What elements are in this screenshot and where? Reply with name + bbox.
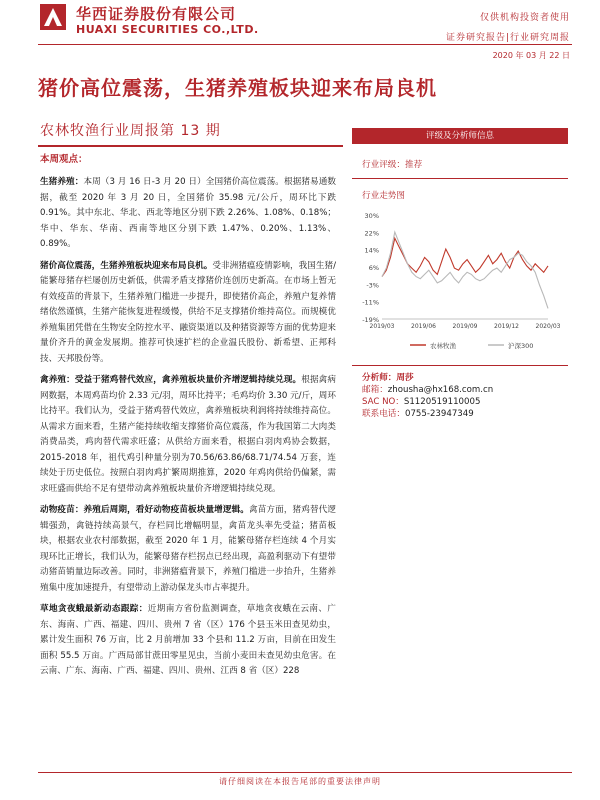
paragraph-lead: 猪价高位震荡，生猪养殖板块迎来布局良机。: [40, 260, 213, 271]
panel-heading: 评级及分析师信息: [352, 128, 568, 144]
paragraph-text: 根据禽病网数据，本周鸡苗均价 2.33 元/羽，周环比持平；毛鸡均价 3.30 元/斤，周环比持平。我们认为，受益于猪鸡替代效应，禽养殖板块利润将持续维持高位。从需求方面来看，生猪产能持续收缩支撑猪价高位震荡，作为我国第二大肉类消费品类，鸡肉替代需求旺盛；从供给方面来看，根据白羽肉鸡协会数据，2015-2018 年，祖代鸡引种量分别为70.56/63.86/68.71/74.54 万套，连续处于历史低位。按照白羽肉鸡扩繁周期推算，2020 年鸡肉供给仍偏紧，需求旺盛而供给不足有望带动禽养殖板块量价齐增逻辑持续兑现。: [40, 375, 336, 494]
report-body: [40, 151, 336, 686]
analyst-name: 周莎: [396, 373, 414, 383]
x-tick-label: 2019/06: [411, 323, 436, 330]
paragraph-text: 本周（3 月 16 日-3 月 20 日）全国猪价高位震荡。根据猪易通数据，截至 2020 年 3 月 20 日，全国猪价 35.98 元/公斤，周环比下跌 0.91%。其中东北、华北、西北等地区分别下跌 2.26%、1.08%、0.18%；华中、华东、华南、西南等地区分别下跌 1.47%、0.20%、1.13%、0.89%。: [40, 177, 336, 249]
sac-number: S1120519110005: [403, 397, 481, 407]
y-tick-label: 22%: [364, 229, 379, 238]
section-heading: 本周观点：: [40, 154, 88, 165]
email-row: [362, 384, 568, 396]
paragraph-armyworm: [40, 602, 336, 680]
report-title: 猪价高位震荡，生猪养殖板块迎来布局良机: [38, 76, 437, 100]
rating-panel: [352, 128, 568, 420]
report-subtitle: 农林牧渔行业周报第 13 期: [40, 123, 221, 139]
footer-divider: [38, 772, 572, 773]
email-label: 邮箱：: [362, 385, 388, 395]
paragraph-hog-price: [40, 259, 336, 368]
x-tick-label: 2019/12: [494, 323, 519, 330]
sac-row: [362, 396, 568, 408]
brand-name-cn: 华西证券股份有限公司: [76, 5, 237, 23]
legal-notice: 请仔细阅读在本报告尾部的重要法律声明: [219, 777, 381, 786]
company-logo-icon: [40, 4, 66, 30]
industry-rating: 行业评级：推荐: [362, 160, 423, 170]
sac-label: SAC NO：: [362, 397, 404, 407]
x-tick-label: 2020/03: [535, 323, 561, 330]
paragraph-hog-farming: [40, 175, 336, 253]
trend-chart: [352, 207, 568, 357]
legend-label: 沪深300: [508, 342, 534, 350]
analyst-label: 分析师：: [362, 373, 397, 383]
y-tick-label: -11%: [362, 298, 379, 307]
paragraph-poultry: [40, 373, 336, 497]
paragraph-text: 近期南方省份监测调查，草地贪夜蛾在云南、广东、海南、广西、福建、四川、贵州 7 省（区）176 个县玉米田查见幼虫，累计发生面积 76 万亩，比 2 月前增加 33 个县和 11.2 万亩，目前在田发生面积 55.5 万亩。广西局部甘蔗田零星见虫，当前小麦田未查见幼虫危害。在云南、广东、海南、广西、福建、四川、贵州、江西 8 省（区）228: [40, 604, 336, 676]
panel-divider: [352, 365, 568, 366]
subtitle-divider: [38, 145, 343, 147]
phone-row: [362, 408, 568, 420]
report-date: 2020 年 03 月 22 日: [492, 51, 570, 60]
phone-number: 0755-23947349: [404, 409, 474, 419]
brand-name-en: HUAXI SECURITIES CO.,LTD.: [76, 23, 259, 36]
y-tick-label: 30%: [364, 212, 379, 220]
audience-note: 仅供机构投资者使用: [479, 13, 570, 23]
y-tick-label: 6%: [368, 264, 379, 272]
paragraph-lead: 草地贪夜蛾最新动态跟踪：: [40, 604, 148, 614]
panel-divider: [352, 178, 568, 179]
trend-chart-title: 行业走势图: [362, 191, 405, 201]
y-tick-label: -3%: [366, 281, 379, 290]
series-line-2: [382, 232, 548, 308]
x-tick-label: 2019/03: [369, 323, 395, 330]
report-header: [0, 0, 600, 62]
paragraph-lead: 动物疫苗：养殖后周期，看好动物疫苗板块量增逻辑。: [40, 505, 250, 515]
phone-label: 联系电话：: [362, 409, 405, 419]
series-line-1: [382, 238, 548, 276]
header-divider: [38, 44, 572, 45]
analyst-email[interactable]: zhousha@hx168.com.cn: [387, 385, 494, 395]
trend-chart-svg: [352, 207, 568, 357]
y-tick-label: -19%: [362, 316, 379, 324]
paragraph-text: 禽苗方面，猪鸡替代逻辑强劲，禽链持续高景气，存栏同比增幅明显，禽苗龙头率先受益；猪苗板块，根据农业农村部数据，截至 2020 年 1 月，能繁母猪存栏连续 4 个月实现环比正增长，我们认为，能繁母猪存栏拐点已经出现，高盈利驱动下有望带动猪苗销量边际改善。同时，非洲猪瘟背景下，养殖门槛进一步抬升，生猪养殖集中度加速提升，有望带动上游动保龙头市占率提升。: [40, 505, 336, 593]
paragraph-animal-vaccine: [40, 503, 336, 596]
analyst-info: [352, 372, 568, 420]
report-category: 证券研究报告|行业研究周报: [445, 33, 570, 43]
analyst-row: [362, 372, 568, 384]
legend-label: 农林牧渔: [430, 342, 456, 350]
x-tick-label: 2019/09: [452, 323, 478, 330]
paragraph-text: 受非洲猪瘟疫情影响，我国生猪/能繁母猪存栏屡创历史新低，供需矛盾支撑猪价连创历史新高。在市场上暂无有效疫苗的背景下，生猪养殖门槛进一步提升，即使猪价高企，养殖户复养情绪依然谨慎，生猪产能恢复进程缓慢，供给不足支撑猪价维持高位。而规模优养殖集团凭借在生物安全防控水平、融资渠道以及种猪资源等方面的优势迎来量价齐升的黄金发展期。推荐可快速扩栏的企业温氏股份、新希望、正邦科技、天邦股份等。: [40, 260, 336, 364]
paragraph-lead: 生猪养殖：: [40, 177, 84, 187]
paragraph-lead: 禽养殖：受益于猪鸡替代效应，禽养殖板块量价齐增逻辑持续兑现。: [40, 375, 302, 385]
y-tick-label: 14%: [364, 246, 379, 255]
